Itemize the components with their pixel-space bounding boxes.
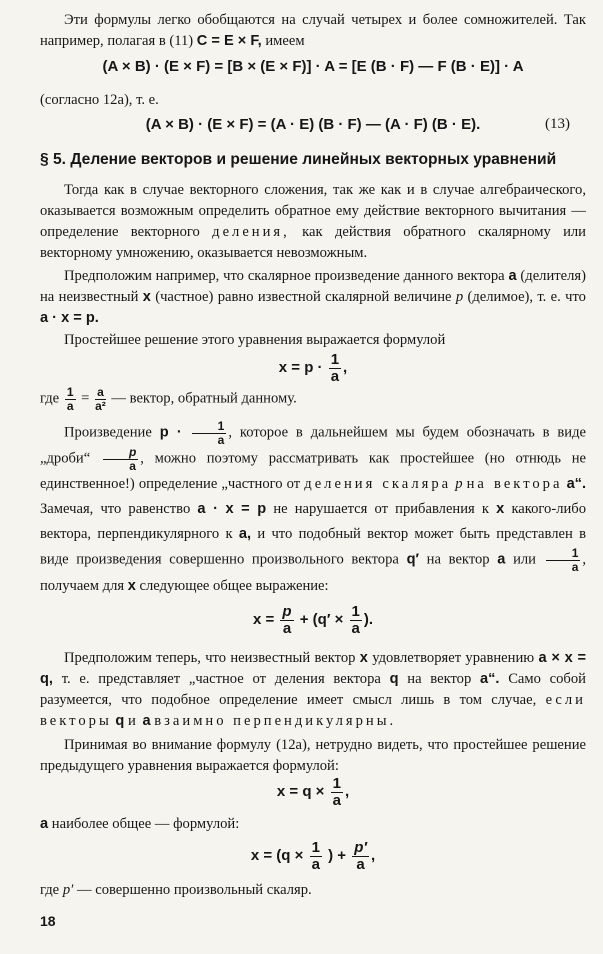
paragraph-division: Тогда как в случае векторного сложения, так же как и в случае алгебраического, оказывается возможным определить обратное ему действие векторного вычитания — определение векторного деления, как действия обратного скалярному или векторному умножению, оказывается невозможным.	[40, 182, 586, 261]
equation-x-q-over-a: x = q × $\frac{1}{a}$ ,	[276, 775, 350, 809]
equation-13: (A × B) · (E × F) = (A · E) (B · F) — (A · F) (B · E). (13)	[145, 116, 570, 133]
paragraph-intro: Эти формулы легко обобщаются на случай четырех и более сомножителей. Так например, полагая в (11) C = E × F, имеем	[40, 12, 586, 49]
equation-number: (13)	[545, 116, 570, 132]
equation-general-solution: x = $\frac{p}{a}$ + (q′ × $\frac{1}{a}$ ).	[252, 603, 374, 637]
equation-most-general: x = (q × $\frac{1}{a}$ ) + $\frac{p'}{a}$ ,	[250, 839, 376, 873]
paragraph-scalar-product: Предположим например, что скалярное произведение данного вектора a (делителя) на неизвестный x (частное) равно известной скалярной величине p (делимое), т. е. что a · x = p.	[40, 268, 586, 326]
paragraph-according: (согласно 12a), т. е.	[40, 92, 159, 108]
paragraph-arbitrary-scalar: где p′ — совершенно произвольный скаляр.	[40, 882, 312, 898]
page-number: 18	[40, 913, 56, 929]
equation-12: (A × B) · (E × F) = [B × (E × F)] · A = [E (B · F) — F (B · E)] · A	[102, 58, 524, 75]
equation-x-p-over-a: x = p · $\frac{1}{a}$ ,	[278, 351, 348, 385]
paragraph-inverse-vector: где $\frac{1}{a}$ = $\frac{a}{\text{a²}}$ — вектор, обратный данному.	[40, 385, 297, 413]
paragraph-simplest: Простейшее решение этого уравнения выражается формулой	[64, 332, 446, 348]
paragraph-product-fraction: Произведение p · $\frac{1}{a}$ , которое в дальнейшем мы будем обозначать в виде „дроби“ $\frac{p}{a}$ , можно поэтому рассматривать как простейшее (но отнюдь не единственное!) определение „частного от деления скаляра p на вектора a“. Замечая, что равенство a · x = p не нарушается от прибавления к x какого-либо вектора, перпендикулярного к a, и что подобный вектор может быть представлен в виде произведения совершенно произвольного вектора q′ на вектор a или $\frac{1}{a}$ , получаем для x следующее общее выражение:	[40, 419, 587, 594]
section-heading: § 5. Деление векторов и решение линейных векторных уравнений	[40, 151, 557, 168]
paragraph-considering-formula: Принимая во внимание формулу (12a), нетрудно видеть, что простейшее решение предыдущего уравнения выражается формулой:	[40, 737, 586, 774]
paragraph-vector-product: Предположим теперь, что неизвестный вектор x удовлетворяет уравнению a × x = q, т. е. представляет „частное от деления вектора q на вектор a“. Само собой разумеется, что подобное определение имеет смысл лишь в том случае, если векторы q и a взаимно перпендикулярны.	[40, 650, 586, 729]
paragraph-most-general: a наиболее общее — формулой:	[40, 816, 240, 832]
